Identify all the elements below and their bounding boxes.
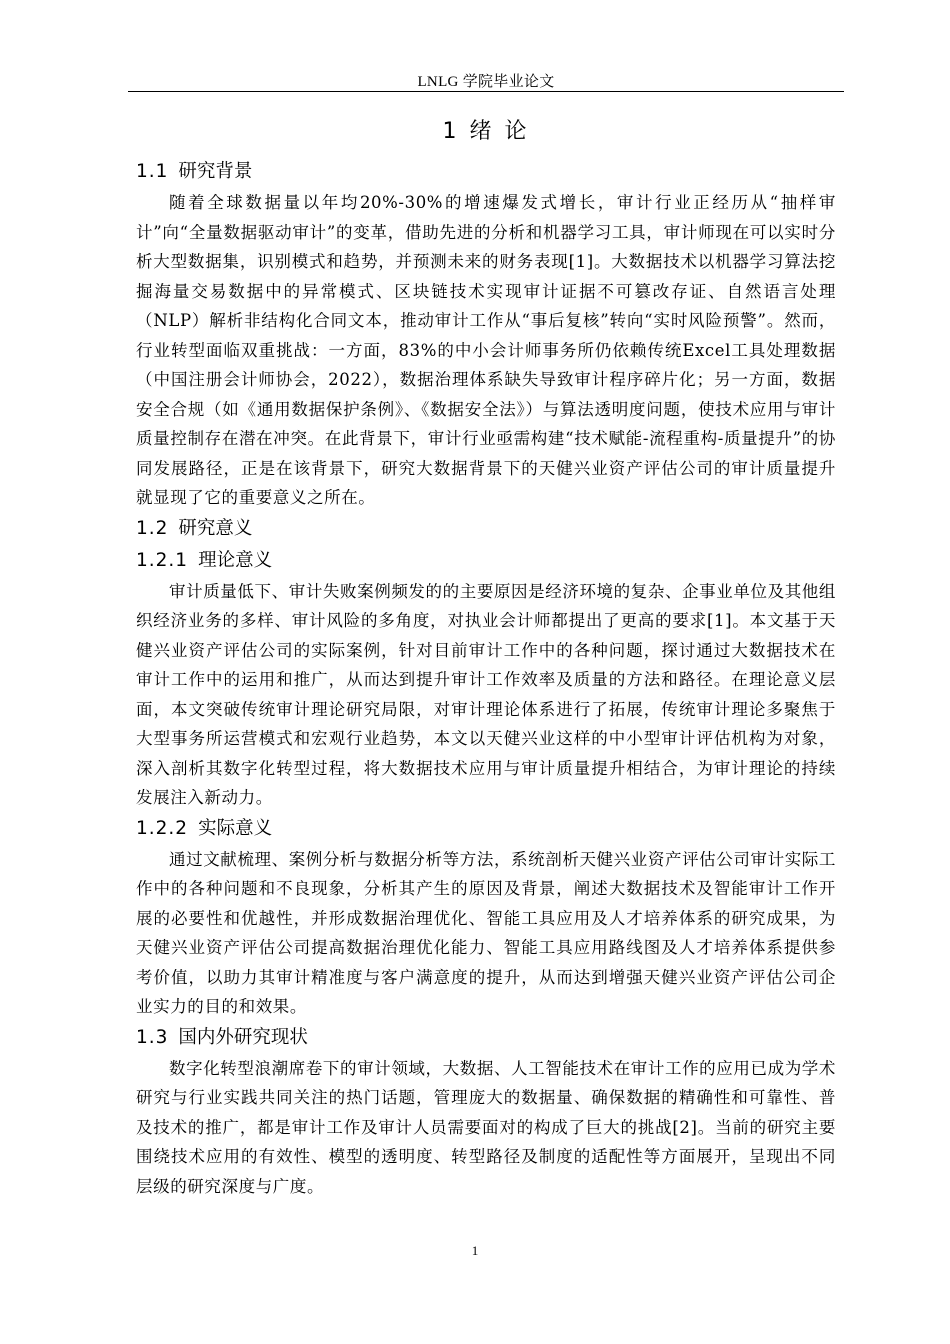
running-header: LNLG 学院毕业论文 (417, 74, 555, 90)
section-heading-1-2-1 (136, 545, 836, 577)
section-heading-1-1 (136, 156, 836, 188)
paragraph-theoretical-significance: 审计质量低下、审计失败案例频发的的主要原因是经济环境的复杂、企事业单位及其他组织经济业务的多样、审计风险的多角度，对执业会计师都提出了更高的要求[1]。本文基于天健兴业资产评估公司的实际案例，针对目前审计工作中的各种问题，探讨通过大数据技术在审计工作中的运用和推广，从而达到提升审计工作效率及质量的方法和路径。在理论意义层面，本文突破传统审计理论研究局限，对审计理论体系进行了拓展，传统审计理论多聚焦于大型事务所运营模式和宏观行业趋势，本文以天健兴业这样的中小型审计评估机构为对象，深入剖析其数字化转型过程，将大数据技术应用与审计质量提升相结合，为审计理论的持续发展注入新动力。 (136, 581, 836, 807)
section-title: 理论意义 (198, 549, 273, 571)
paragraph-practical-significance: 通过文献梳理、案例分析与数据分析等方法，系统剖析天健兴业资产评估公司审计实际工作中的各种问题和不良现象，分析其产生的原因及背景，阐述大数据技术及智能审计工作开展的必要性和优越性，并形成数据治理优化、智能工具应用及人才培养体系的研究成果，为天健兴业资产评估公司提高数据治理优化能力、智能工具应用路线图及人才培养体系提供参考价值，以助力其审计精准度与客户满意度的提升，从而达到增强天健兴业资产评估公司企业实力的目的和效果。 (136, 849, 836, 1016)
section-number: 1.2 (136, 517, 169, 539)
section-title: 国内外研究现状 (178, 1026, 308, 1048)
section-heading-1-2-2 (136, 813, 836, 845)
paragraph-research-background: 随着全球数据量以年均20%-30%的增速爆发式增长，审计行业正经历从“抽样审计”向“全量数据驱动审计”的变革，借助先进的分析和机器学习工具，审计师现在可以实时分析大型数据集，识别模式和趋势，并预测未来的财务表现[1]。大数据技术以机器学习算法挖掘海量交易数据中的异常模式、区块链技术实现审计证据不可篡改存证、自然语言处理（NLP）解析非结构化合同文本，推动审计工作从“事后复核”转向“实时风险预警”。然而，行业转型面临双重挑战：一方面，83%的中小会计师事务所仍依赖传统Excel工具处理数据（中国注册会计师协会，2022），数据治理体系缺失导致审计程序碎片化；另一方面，数据安全合规（如《通用数据保护条例》、《数据安全法》）与算法透明度问题，使技术应用与审计质量控制存在潜在冲突。在此背景下，审计行业亟需构建“技术赋能-流程重构-质量提升”的协同发展路径，正是在该背景下，研究大数据背景下的天健兴业资产评估公司的审计质量提升就显现了它的重要意义之所在。 (136, 193, 836, 507)
section-number: 1.2.2 (136, 817, 189, 839)
section-number: 1.1 (136, 161, 169, 182)
section-number: 1.3 (136, 1026, 169, 1048)
chapter-title: 1 绪 论 (442, 119, 530, 144)
page-content (136, 110, 836, 1201)
section-heading-1-2 (136, 513, 836, 545)
section-heading-1-3 (136, 1022, 836, 1054)
section-title: 研究意义 (178, 517, 253, 539)
paragraph-research-status: 数字化转型浪潮席卷下的审计领域，大数据、人工智能技术在审计工作的应用已成为学术研究与行业实践共同关注的热门话题，管理庞大的数据量、确保数据的精确性和可靠性、普及技术的推广，都是审计工作及审计人员需要面对的构成了巨大的挑战[2]。当前的研究主要围绕技术应用的有效性、模型的透明度、转型路径及制度的适配性等方面展开，呈现出不同层级的研究深度与广度。 (136, 1058, 836, 1196)
section-title: 实际意义 (198, 817, 273, 839)
section-number: 1.2.1 (136, 549, 189, 571)
section-title: 研究背景 (178, 161, 253, 182)
header-rule (128, 91, 844, 92)
page-number: 1 (471, 1243, 479, 1258)
